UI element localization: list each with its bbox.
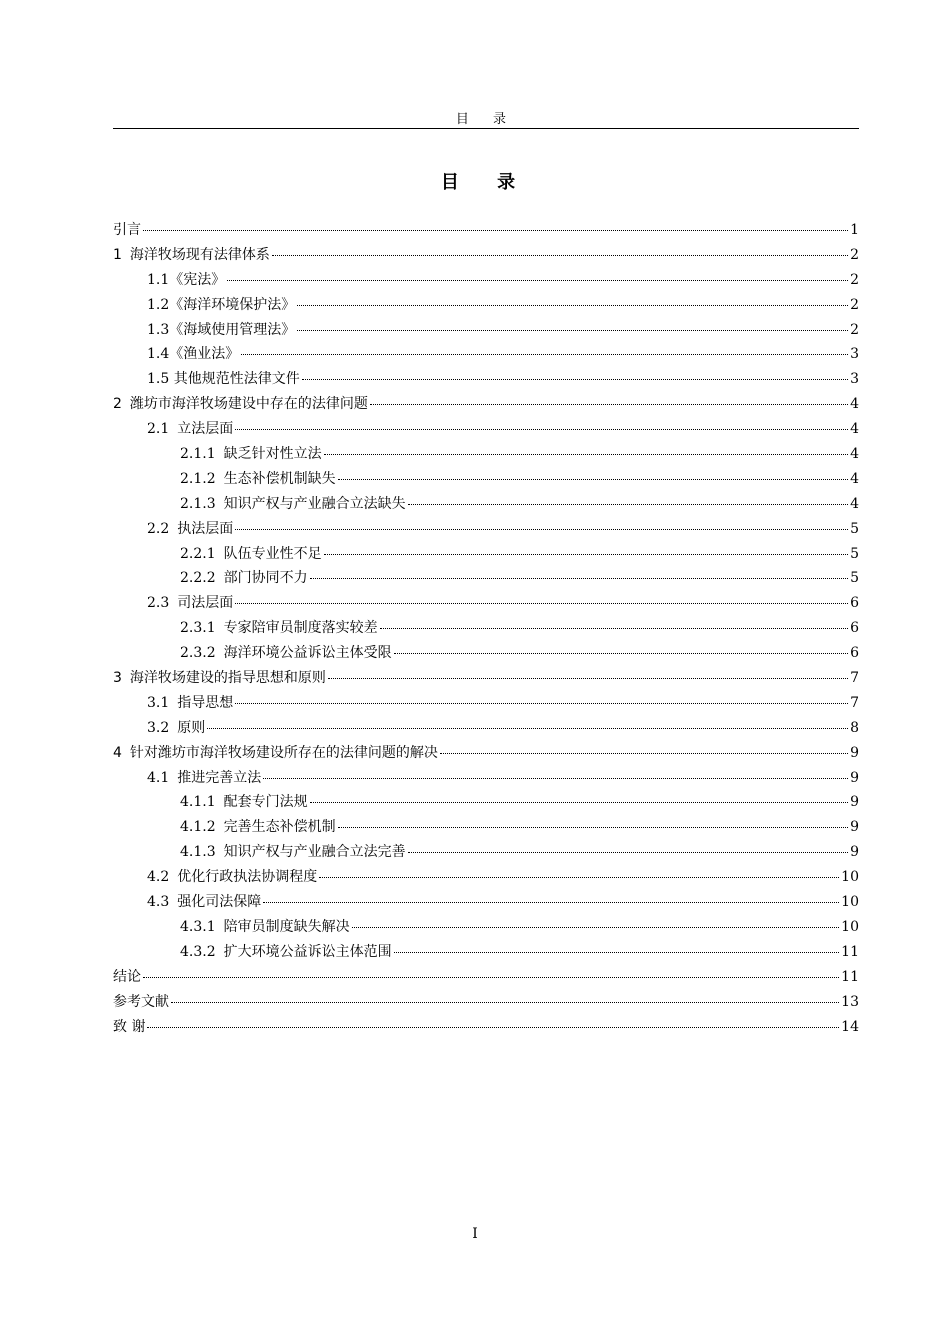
- toc-dot-leader: [297, 305, 848, 306]
- toc-entry-text: 完善生态补偿机制: [223, 819, 336, 836]
- header-rule: [113, 128, 859, 129]
- toc-entry-page: 4: [850, 446, 859, 463]
- running-header: 目 录: [455, 112, 517, 127]
- page-number: I: [472, 1226, 478, 1242]
- toc-entry-number: 2.3: [147, 595, 170, 612]
- toc-entry[interactable]: [113, 545, 859, 570]
- toc-dot-leader: [263, 778, 848, 779]
- toc-entry-number: 2.2.2: [180, 570, 216, 587]
- toc-entry[interactable]: [113, 943, 859, 968]
- toc-entry-label: [147, 345, 239, 363]
- toc-entry[interactable]: [113, 694, 859, 719]
- toc-dot-leader: [324, 554, 848, 555]
- toc-dot-leader: [302, 379, 848, 380]
- toc-entry[interactable]: [113, 246, 859, 271]
- toc-entry-text: 参考文献: [113, 993, 169, 1010]
- toc-dot-leader: [394, 952, 840, 953]
- toc-entry[interactable]: [113, 520, 859, 545]
- toc-entry-number: 4.1.1: [180, 794, 216, 811]
- toc-entry-number: 2.3.1: [180, 620, 216, 637]
- toc-entry-label: [147, 769, 261, 787]
- toc-entry-number: 1: [113, 246, 122, 263]
- toc-entry-text: 引言: [113, 222, 141, 238]
- toc-entry-label: [147, 520, 233, 538]
- toc-entry-label: [113, 993, 169, 1011]
- toc-entry-number: 4.3: [147, 894, 170, 911]
- toc-entry-label: [113, 221, 141, 239]
- toc-entry-label: [113, 246, 270, 264]
- toc-entry-number: 4.1.2: [180, 819, 216, 836]
- toc-entry-number: 3.2: [147, 719, 170, 736]
- toc-entry-label: [147, 296, 295, 314]
- toc-dot-leader: [352, 927, 840, 928]
- toc-entry-text: 1.1《宪法》: [147, 271, 226, 288]
- toc-entry[interactable]: [113, 221, 859, 246]
- toc-entry-text: 推进完善立法: [177, 769, 262, 786]
- toc-dot-leader: [227, 280, 848, 281]
- toc-entry-text: 致 谢: [113, 1018, 146, 1035]
- toc-entry-number: 2.1.3: [180, 495, 216, 512]
- toc-entry-page: 8: [850, 719, 859, 736]
- toc-entry-page: 4: [850, 421, 859, 438]
- toc-entry-label: [113, 968, 141, 986]
- toc-entry[interactable]: [113, 843, 859, 868]
- toc-entry[interactable]: [113, 594, 859, 619]
- toc-entry-label: [147, 694, 233, 712]
- toc-entry-page: 10: [841, 894, 859, 911]
- toc-entry-label: [180, 818, 336, 836]
- toc-entry-text: 1.2《海洋环境保护法》: [147, 296, 296, 313]
- toc-entry-number: 4.2: [147, 869, 170, 886]
- toc-entry-number: 4.3.1: [180, 918, 216, 935]
- toc-entry-text: 知识产权与产业融合立法缺失: [223, 495, 406, 512]
- toc-entry-page: 11: [841, 968, 859, 985]
- toc-dot-leader: [324, 454, 848, 455]
- toc-entry-text: 海洋牧场建设的指导思想和原则: [129, 670, 326, 687]
- toc-entry-text: 缺乏针对性立法: [223, 446, 322, 463]
- toc-entry[interactable]: [113, 271, 859, 296]
- toc-entry-number: 2.3.2: [180, 645, 216, 662]
- toc-entry[interactable]: [113, 370, 859, 395]
- toc-entry[interactable]: [113, 744, 859, 769]
- toc-entry-number: 4: [113, 744, 122, 761]
- toc-entry-label: [180, 495, 406, 513]
- toc-entry[interactable]: [113, 321, 859, 346]
- toc-entry-page: 9: [850, 819, 859, 836]
- toc-entry-text: 原则: [177, 719, 206, 736]
- toc-entry[interactable]: [113, 793, 859, 818]
- toc-entry-page: 4: [850, 495, 859, 512]
- toc-entry-page: 2: [850, 321, 859, 338]
- toc-entry-page: 4: [850, 470, 859, 487]
- toc-entry-text: 指导思想: [177, 694, 234, 711]
- toc-dot-leader: [147, 1027, 839, 1028]
- toc-entry-text: 潍坊市海洋牧场建设中存在的法律问题: [129, 396, 368, 413]
- toc-entry-page: 9: [850, 794, 859, 811]
- toc-dot-leader: [338, 827, 848, 828]
- toc-entry-text: 知识产权与产业融合立法完善: [223, 844, 406, 861]
- toc-entry-label: [113, 395, 368, 413]
- toc-title: 目 录: [440, 172, 532, 193]
- toc-dot-leader: [380, 628, 848, 629]
- toc-entry[interactable]: [113, 968, 859, 993]
- toc-entry-text: 海洋环境公益诉讼主体受限: [223, 645, 392, 662]
- toc-entry-text: 司法层面: [177, 595, 234, 612]
- toc-entry[interactable]: [113, 669, 859, 694]
- toc-entry-number: 3: [113, 670, 122, 687]
- table-of-contents: [113, 221, 859, 1042]
- toc-entry-number: 2.1: [147, 421, 170, 438]
- toc-entry-page: 6: [850, 645, 859, 662]
- toc-dot-leader: [263, 902, 839, 903]
- toc-dot-leader: [171, 1002, 839, 1003]
- toc-entry-text: 优化行政执法协调程度: [177, 869, 318, 886]
- toc-entry-page: 11: [841, 943, 859, 960]
- toc-entry-label: [147, 868, 317, 886]
- toc-entry-text: 配套专门法规: [223, 794, 308, 811]
- toc-entry-page: 9: [850, 744, 859, 761]
- toc-entry[interactable]: [113, 569, 859, 594]
- toc-dot-leader: [207, 728, 848, 729]
- toc-entry-page: 14: [841, 1018, 859, 1035]
- toc-dot-leader: [338, 479, 848, 480]
- toc-entry-label: [180, 545, 322, 563]
- toc-entry-label: [147, 271, 225, 289]
- toc-entry-page: 7: [850, 670, 859, 687]
- toc-entry-text: 立法层面: [177, 421, 234, 438]
- toc-entry-label: [180, 918, 350, 936]
- toc-entry-text: 强化司法保障: [177, 894, 262, 911]
- toc-entry-page: 10: [841, 869, 859, 886]
- toc-dot-leader: [319, 877, 839, 878]
- toc-entry-number: 4.1: [147, 769, 170, 786]
- toc-entry[interactable]: [113, 719, 859, 744]
- toc-dot-leader: [328, 678, 848, 679]
- toc-entry[interactable]: [113, 644, 859, 669]
- toc-entry-page: 7: [850, 694, 859, 711]
- toc-entry-page: 6: [850, 620, 859, 637]
- toc-dot-leader: [408, 852, 848, 853]
- toc-entry-page: 1: [850, 222, 859, 238]
- toc-entry-label: [180, 445, 322, 463]
- toc-entry-page: 3: [850, 371, 859, 388]
- toc-entry-number: 3.1: [147, 694, 170, 711]
- toc-entry-number: 4.1.3: [180, 844, 216, 861]
- toc-entry[interactable]: [113, 818, 859, 843]
- toc-entry-label: [147, 719, 205, 737]
- toc-entry-label: [113, 669, 326, 687]
- toc-entry-text: 执法层面: [177, 520, 234, 537]
- toc-entry-label: [180, 943, 392, 961]
- toc-entry[interactable]: [113, 345, 859, 370]
- toc-entry-number: 2.1.2: [180, 470, 216, 487]
- toc-entry[interactable]: [113, 495, 859, 520]
- toc-entry[interactable]: [113, 918, 859, 943]
- toc-entry-number: 2.2: [147, 520, 170, 537]
- toc-entry-page: 5: [850, 520, 859, 537]
- toc-entry[interactable]: [113, 470, 859, 495]
- toc-dot-leader: [235, 429, 848, 430]
- toc-dot-leader: [235, 703, 848, 704]
- toc-entry-label: [180, 644, 392, 662]
- toc-entry[interactable]: [113, 619, 859, 644]
- toc-entry-text: 生态补偿机制缺失: [223, 470, 336, 487]
- toc-entry-number: 2: [113, 396, 122, 413]
- toc-entry-text: 结论: [113, 968, 141, 985]
- toc-entry-label: [147, 420, 233, 438]
- toc-dot-leader: [297, 330, 848, 331]
- toc-dot-leader: [310, 802, 848, 803]
- toc-dot-leader: [310, 578, 848, 579]
- toc-entry-page: 2: [850, 246, 859, 263]
- toc-entry-text: 部门协同不力: [223, 570, 308, 587]
- toc-entry-label: [113, 744, 438, 762]
- toc-entry[interactable]: [113, 296, 859, 321]
- toc-dot-leader: [235, 529, 848, 530]
- toc-entry-text: 1.4《渔业法》: [147, 346, 240, 363]
- toc-entry-text: 1.5 其他规范性法律文件: [147, 371, 300, 388]
- toc-entry-label: [147, 893, 261, 911]
- toc-entry-page: 2: [850, 296, 859, 313]
- toc-entry-page: 5: [850, 570, 859, 587]
- toc-entry-text: 扩大环境公益诉讼主体范围: [223, 943, 392, 960]
- toc-dot-leader: [370, 404, 848, 405]
- toc-dot-leader: [241, 354, 848, 355]
- toc-entry[interactable]: [113, 445, 859, 470]
- toc-entry-number: 2.1.1: [180, 446, 216, 463]
- toc-entry[interactable]: [113, 868, 859, 893]
- toc-dot-leader: [394, 653, 848, 654]
- toc-entry-label: [180, 619, 378, 637]
- toc-entry-page: 5: [850, 545, 859, 562]
- toc-entry-number: 2.2.1: [180, 545, 216, 562]
- toc-entry-text: 海洋牧场现有法律体系: [129, 246, 270, 263]
- toc-entry-page: 4: [850, 396, 859, 413]
- toc-entry-page: 6: [850, 595, 859, 612]
- toc-entry-page: 3: [850, 346, 859, 363]
- toc-entry-label: [180, 470, 336, 488]
- toc-entry-label: [180, 569, 308, 587]
- toc-entry-label: [147, 321, 295, 339]
- toc-entry-label: [180, 843, 406, 861]
- toc-entry[interactable]: [113, 769, 859, 794]
- toc-dot-leader: [235, 603, 848, 604]
- toc-entry-label: [113, 1018, 145, 1036]
- toc-dot-leader: [272, 255, 848, 256]
- toc-entry-label: [147, 594, 233, 612]
- toc-entry[interactable]: [113, 1018, 859, 1043]
- toc-entry-page: 9: [850, 844, 859, 861]
- toc-entry-label: [147, 370, 300, 388]
- toc-entry-text: 陪审员制度缺失解决: [223, 918, 350, 935]
- toc-entry-text: 队伍专业性不足: [223, 545, 322, 562]
- toc-entry-text: 针对潍坊市海洋牧场建设所存在的法律问题的解决: [129, 744, 438, 761]
- toc-dot-leader: [408, 504, 848, 505]
- toc-entry[interactable]: [113, 395, 859, 420]
- toc-entry-page: 9: [850, 769, 859, 786]
- toc-dot-leader: [143, 230, 848, 231]
- toc-entry-number: 4.3.2: [180, 943, 216, 960]
- toc-entry[interactable]: [113, 420, 859, 445]
- toc-dot-leader: [440, 753, 848, 754]
- toc-entry[interactable]: [113, 893, 859, 918]
- toc-entry[interactable]: [113, 993, 859, 1018]
- toc-entry-text: 1.3《海域使用管理法》: [147, 321, 296, 338]
- toc-entry-page: 13: [841, 993, 859, 1010]
- toc-entry-label: [180, 793, 308, 811]
- toc-entry-text: 专家陪审员制度落实较差: [223, 620, 378, 637]
- toc-entry-page: 10: [841, 918, 859, 935]
- toc-dot-leader: [143, 977, 839, 978]
- toc-entry-page: 2: [850, 271, 859, 288]
